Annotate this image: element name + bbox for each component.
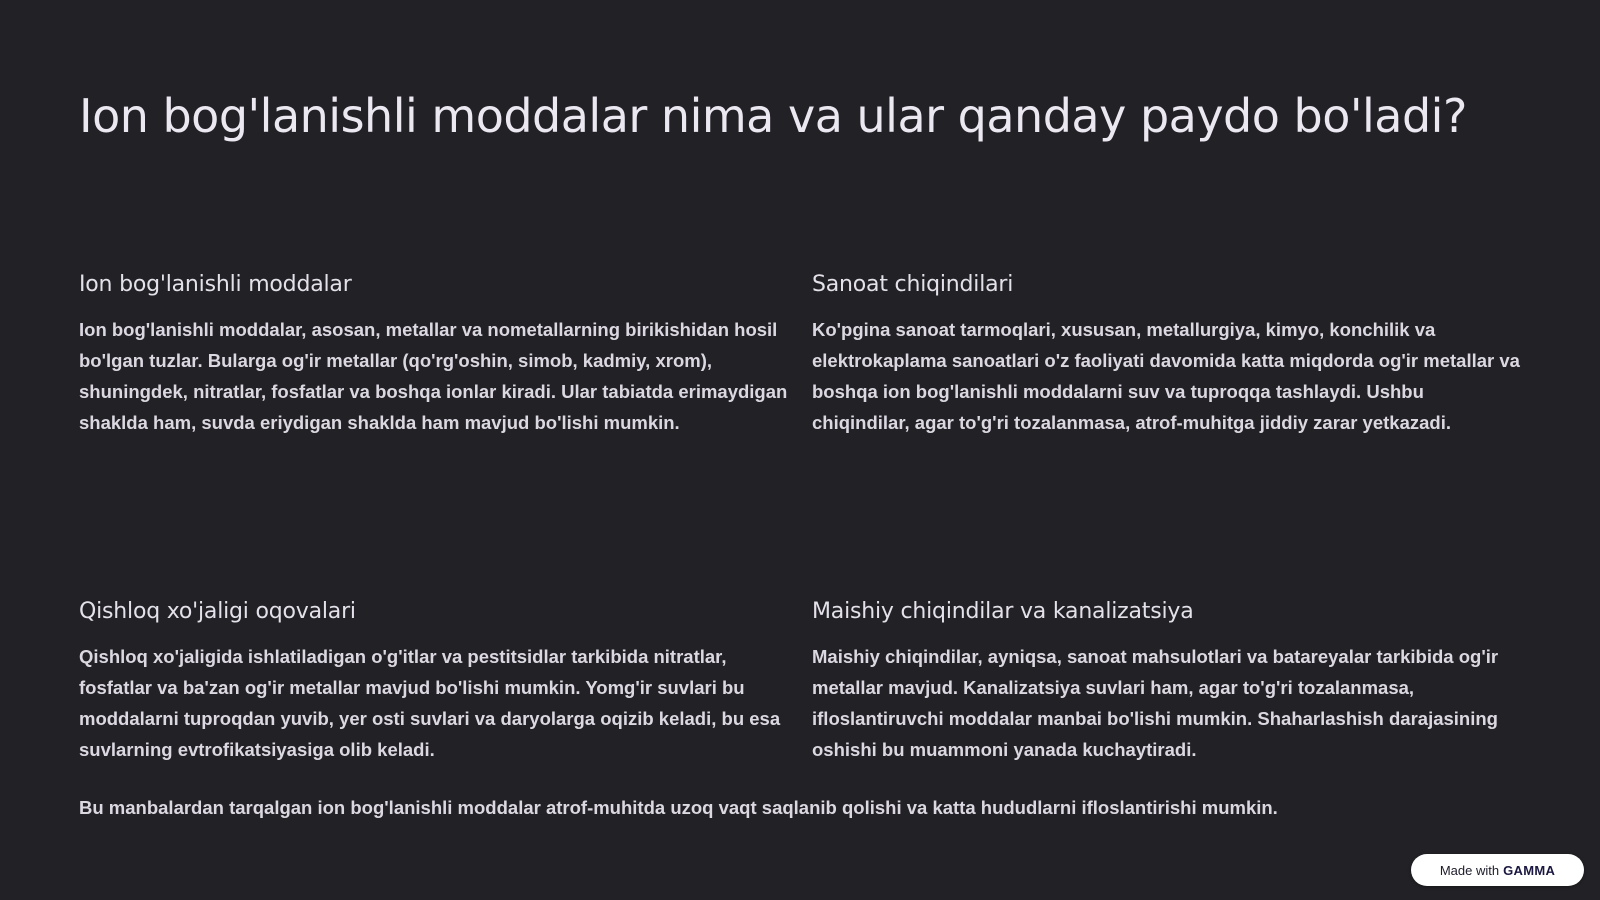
badge-prefix: Made with [1439, 862, 1500, 878]
card-ionic-substances [79, 270, 791, 438]
card-heading: Ion bog'lanishli moddalar [79, 272, 352, 297]
card-body: Ko'pgina sanoat tarmoqlari, xususan, metallurgiya, kimyo, konchilik va elektrokaplama sanoatlari o'z faoliyati davomida katta miqdorda og'ir metallar va boshqa ion bog'lanishli moddalarni suv va tuproqqa tashlaydi. Ushbu chiqindilar, agar to'g'ri tozalanmasa, atrof-muhitga jiddiy zarar yetkazadi. [812, 319, 1520, 433]
card-heading: Qishloq xo'jaligi oqovalari [79, 599, 356, 624]
card-body: Maishiy chiqindilar, ayniqsa, sanoat mahsulotlari va batareyalar tarkibida og'ir metallar mavjud. Kanalizatsiya suvlari ham, agar to'g'ri tozalanmasa, ifloslantiruvchi moddalar manbai bo'lishi mumkin. Shaharlashish darajasining oshishi bu muammoni yanada kuchaytiradi. [812, 646, 1499, 760]
card-agricultural-runoff [79, 597, 791, 765]
card-body: Ion bog'lanishli moddalar, asosan, metallar va nometallarning birikishidan hosil bo'lgan tuzlar. Bularga og'ir metallar (qo'rg'oshin, simob, kadmiy, xrom), shuningdek, nitratlar, fosfatlar va boshqa ionlar kiradi. Ular tabiatda erimaydigan shaklda ham, suvda eriydigan shaklda ham mavjud bo'lishi mumkin. [79, 319, 788, 433]
summary-text: Bu manbalardan tarqalgan ion bog'lanishli moddalar atrof-muhitda uzoq vaqt saqlanib qolishi va katta hududlarni ifloslantirishi mumkin. [79, 797, 1278, 818]
gamma-logo: GAMMA [1503, 862, 1556, 878]
card-heading: Maishiy chiqindilar va kanalizatsiya [812, 599, 1194, 624]
card-body: Qishloq xo'jaligida ishlatiladigan o'g'itlar va pestitsidlar tarkibida nitratlar, fosfatlar va ba'zan og'ir metallar mavjud bo'lishi mumkin. Yomg'ir suvlari bu moddalarni tuproqdan yuvib, yer osti suvlari va daryolarga oqizib keladi, bu esa suvlarning evtrofikatsiyasiga olib keladi. [79, 646, 781, 760]
slide-title: Ion bog'lanishli moddalar nima va ular qanday paydo bo'ladi? [79, 89, 1467, 143]
card-industrial-waste [812, 270, 1524, 438]
made-with-gamma-badge[interactable] [1411, 854, 1584, 886]
card-household-waste [812, 597, 1524, 765]
card-heading: Sanoat chiqindilari [812, 272, 1014, 297]
